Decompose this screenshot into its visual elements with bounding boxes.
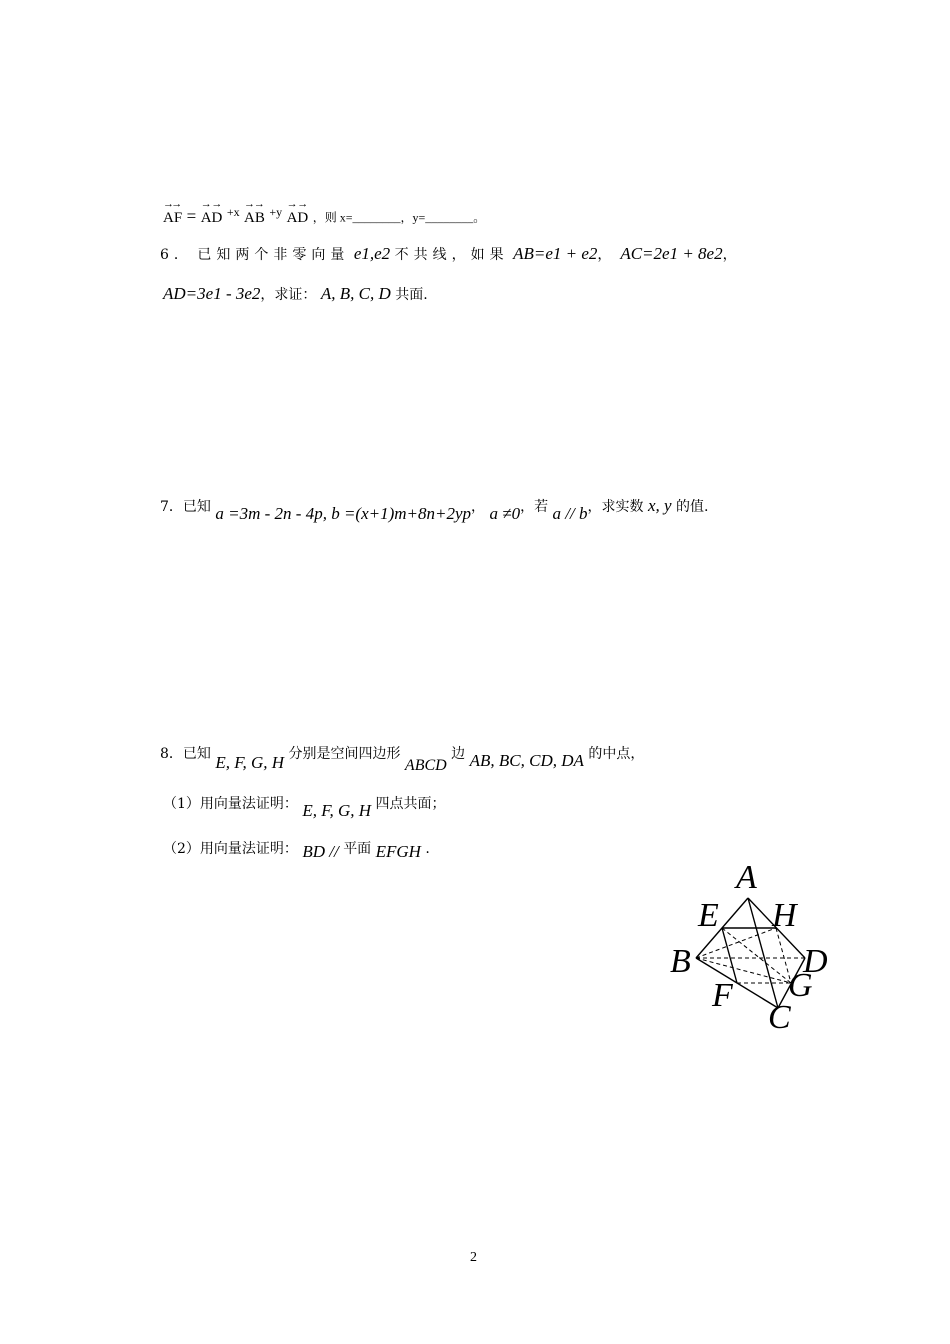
q6-line-1: 6． 已知两个非零向量 e1,e2 不共线，如果 AB=e1 + e2， AC=2e1 + 8e2， bbox=[160, 244, 737, 263]
q6-points: A, B, C, D bbox=[320, 284, 391, 303]
q8-part-1: （1）用向量法证明： E, F, G, H 四点共面； bbox=[163, 796, 446, 820]
q8-part-2: （2）用向量法证明： BD // 平面 EFGH . bbox=[163, 841, 430, 861]
label-b: B bbox=[670, 943, 691, 980]
q5-line: → AF → = → AD → $^{+x}$ → AB → $^{+y}$ → AD → ，则 x=________，y=________。 bbox=[163, 205, 485, 227]
q6-vectors: e1,e2 bbox=[353, 244, 391, 263]
tetrahedron-figure bbox=[660, 860, 840, 1040]
q8-line-1: 8．已知 E, F, G, H 分别是空间四边形 ABCD 边 AB, BC, CD, DA 的中点， bbox=[160, 746, 645, 774]
label-c: C bbox=[768, 999, 791, 1036]
q7-number: 7．已知 bbox=[160, 499, 211, 515]
vector-ab: → AB → bbox=[244, 207, 265, 227]
q7-expression: a =3m - 2n - 4p, b =(x+1)m+8n+2yp bbox=[215, 504, 472, 523]
label-a: A bbox=[736, 860, 757, 896]
segment-bg bbox=[696, 958, 791, 983]
vector-ad-2: → AD → bbox=[287, 207, 309, 227]
vector-ad: → AD → bbox=[201, 207, 223, 227]
label-g: G bbox=[788, 967, 813, 1004]
label-h: H bbox=[772, 897, 797, 934]
q7-line: 7．已知 a =3m - 2n - 4p, b =(x+1)m+8n+2yp， a ≠0，若 a // b，求实数 x, y 的值. bbox=[160, 496, 709, 523]
label-d: D bbox=[803, 943, 828, 980]
segment-eg bbox=[722, 928, 791, 983]
q6-number: 6． bbox=[160, 247, 193, 263]
vector-af: → AF → bbox=[163, 207, 182, 227]
q8-number: 8．已知 bbox=[160, 746, 211, 762]
q6-line-2: AD=3e1 - 3e2，求证： A, B, C, D 共面. bbox=[163, 284, 428, 303]
q5-blanks: ，则 x=________，y=________。 bbox=[312, 210, 486, 225]
page-number: 2 bbox=[470, 1250, 477, 1265]
label-f: F bbox=[712, 977, 733, 1014]
label-e: E bbox=[698, 897, 719, 934]
